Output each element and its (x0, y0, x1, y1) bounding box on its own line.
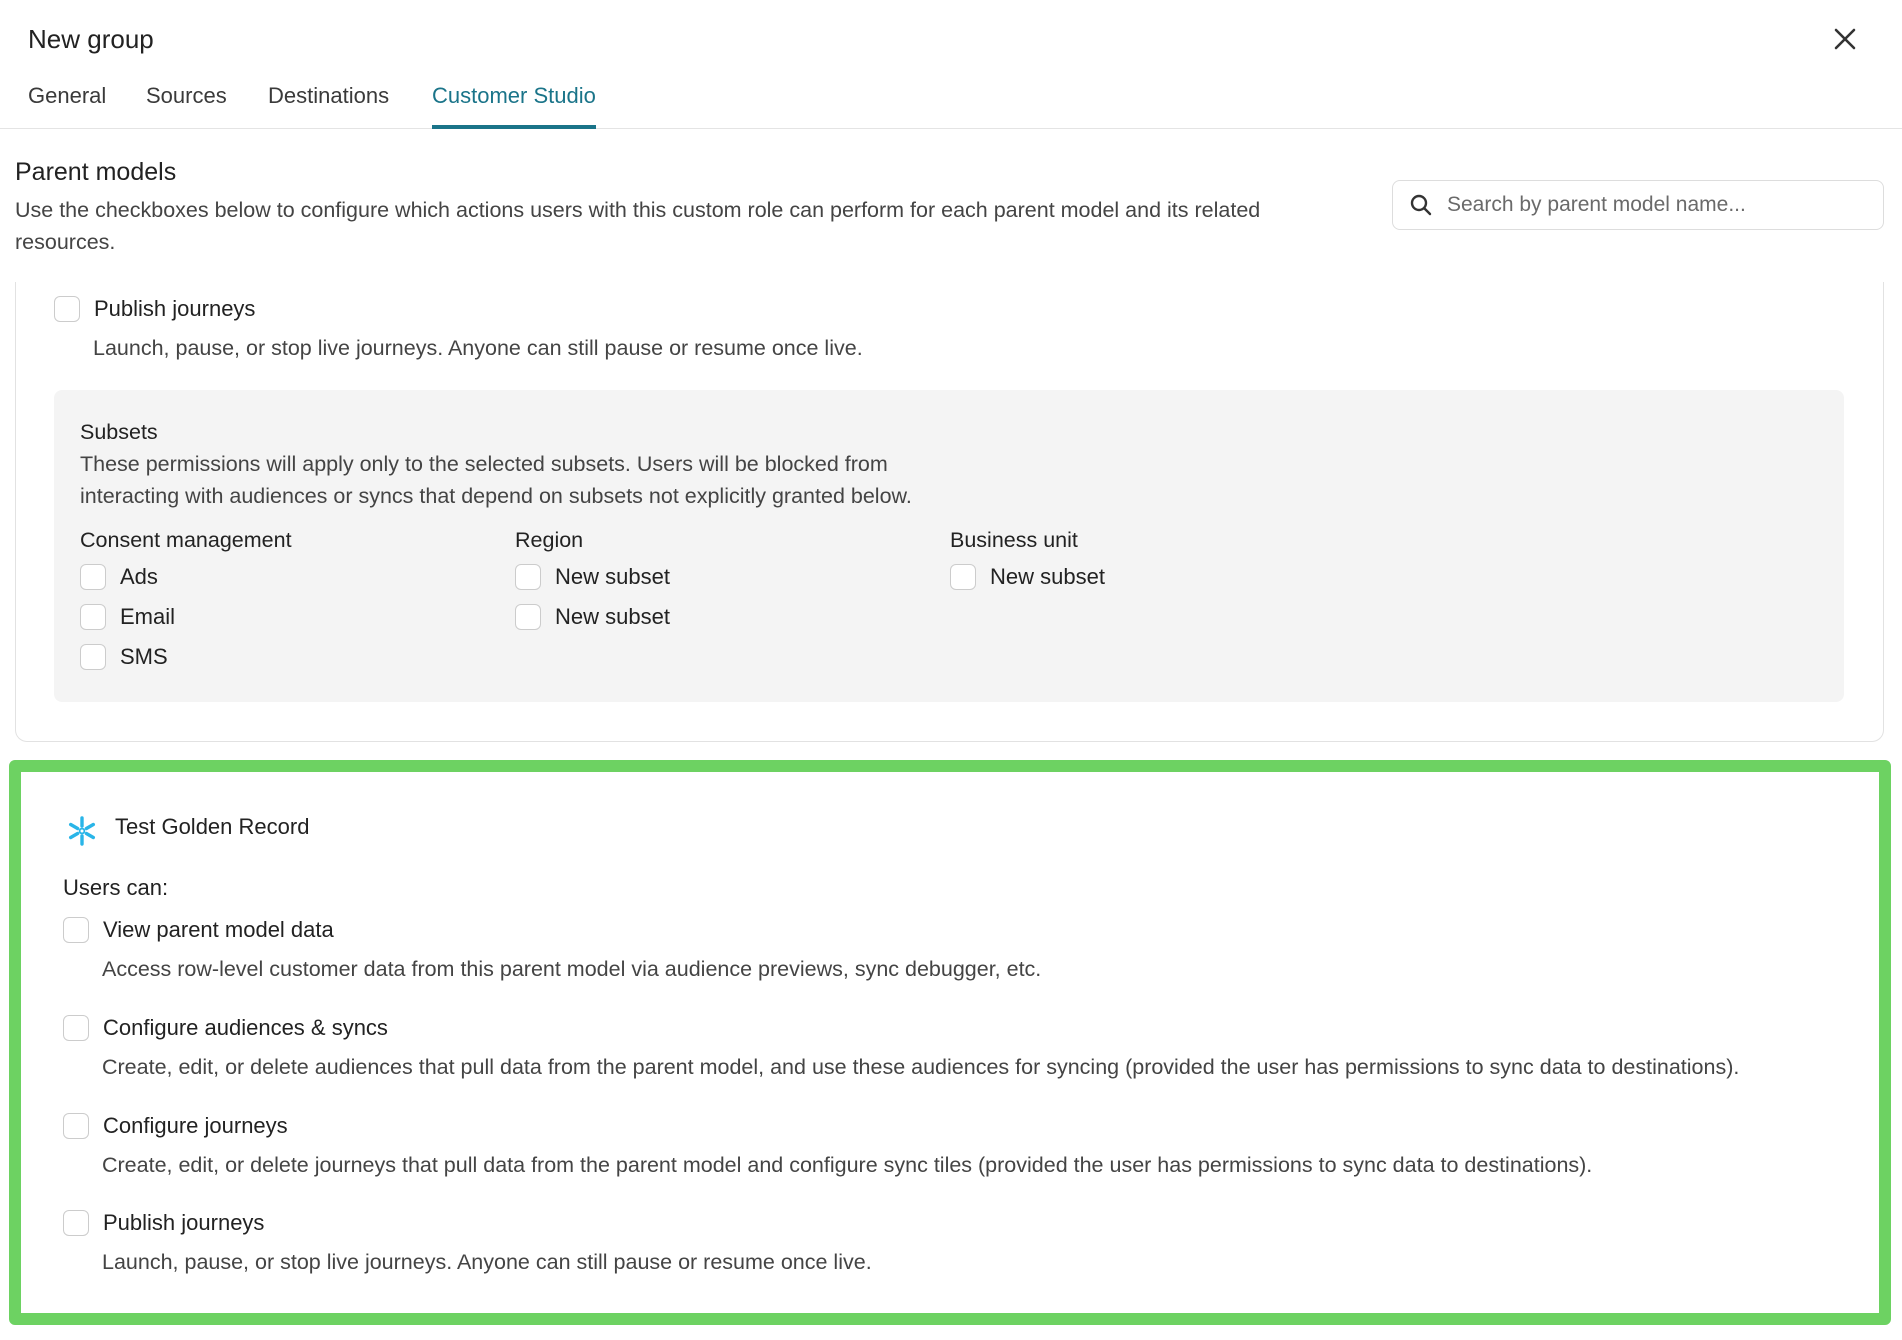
close-icon[interactable] (1830, 24, 1860, 54)
snowflake-icon (66, 815, 98, 847)
tab-customer-studio[interactable]: Customer Studio (432, 83, 596, 129)
checkbox[interactable] (80, 644, 106, 670)
subsets-description: interacting with audiences or syncs that depend on subsets not explicitly granted below. (80, 484, 912, 508)
section-description: Use the checkboxes below to configure which actions users with this custom role can perform for each parent model and its related resources. (15, 198, 1261, 254)
checkbox[interactable] (63, 1113, 89, 1139)
search-input[interactable] (1447, 193, 1867, 217)
option-label: Email (120, 604, 176, 629)
subset-option[interactable] (80, 564, 158, 590)
permission-description: Access row-level customer data from this parent model via audience previews, sync debugger, etc. (102, 957, 1042, 981)
option-label: SMS (120, 644, 168, 669)
subsets-description: These permissions will apply only to the selected subsets. Users will be blocked from (80, 452, 888, 476)
permission-description: Launch, pause, or stop live journeys. Anyone can still pause or resume once live. (93, 336, 863, 360)
permission-label: Configure audiences & syncs (103, 1015, 388, 1040)
permission-configure-journeys[interactable] (63, 1113, 288, 1139)
subset-group-title: Business unit (950, 528, 1078, 552)
tab-sources[interactable]: Sources (146, 83, 227, 108)
option-label: New subset (555, 564, 670, 589)
option-label: New subset (990, 564, 1105, 589)
highlighted-parent-model-card (9, 760, 1891, 1325)
checkbox[interactable] (63, 1015, 89, 1041)
tab-bar (0, 80, 1902, 129)
search-icon (1409, 193, 1433, 217)
checkbox[interactable] (63, 1210, 89, 1236)
checkbox[interactable] (80, 564, 106, 590)
subset-option[interactable] (515, 564, 670, 590)
permission-label: View parent model data (103, 917, 334, 942)
subset-option[interactable] (80, 644, 168, 670)
users-can-label: Users can: (63, 875, 169, 900)
option-label: New subset (555, 604, 670, 629)
subset-group-title: Consent management (80, 528, 292, 552)
checkbox[interactable] (63, 917, 89, 943)
permission-label: Configure journeys (103, 1113, 288, 1138)
permission-description: Create, edit, or delete audiences that pull data from the parent model, and use these audiences for syncing (provided the user has permissions to sync data to destinations). (102, 1055, 1740, 1079)
permission-view-data[interactable] (63, 917, 334, 943)
permission-label: Publish journeys (103, 1210, 265, 1235)
subsets-title: Subsets (80, 420, 158, 444)
permission-description: Launch, pause, or stop live journeys. Anyone can still pause or resume once live. (102, 1250, 872, 1274)
subset-option[interactable] (80, 604, 175, 630)
subsets-panel (54, 390, 1844, 702)
tab-destinations[interactable]: Destinations (268, 83, 390, 108)
permission-description: Create, edit, or delete journeys that pull data from the parent model and configure sync tiles (provided the user has permissions to sync data to destinations). (102, 1153, 1593, 1177)
checkbox[interactable] (80, 604, 106, 630)
checkbox[interactable] (515, 604, 541, 630)
dialog-title: New group (28, 24, 154, 54)
parent-model-card (15, 282, 1884, 742)
subset-option[interactable] (515, 604, 670, 630)
option-label: Ads (120, 564, 158, 589)
search-box (1392, 180, 1884, 230)
permission-configure-audiences[interactable] (63, 1015, 388, 1041)
section-title: Parent models (15, 158, 177, 186)
checkbox[interactable] (950, 564, 976, 590)
permission-publish-journeys[interactable] (54, 296, 255, 322)
subset-option[interactable] (950, 564, 1105, 590)
parent-model-name: Test Golden Record (115, 814, 310, 839)
checkbox[interactable] (54, 296, 80, 322)
permission-label: Publish journeys (94, 296, 256, 321)
tab-general[interactable]: General (28, 83, 107, 108)
permission-publish-journeys[interactable] (63, 1210, 264, 1236)
checkbox[interactable] (515, 564, 541, 590)
subset-group-title: Region (515, 528, 584, 552)
